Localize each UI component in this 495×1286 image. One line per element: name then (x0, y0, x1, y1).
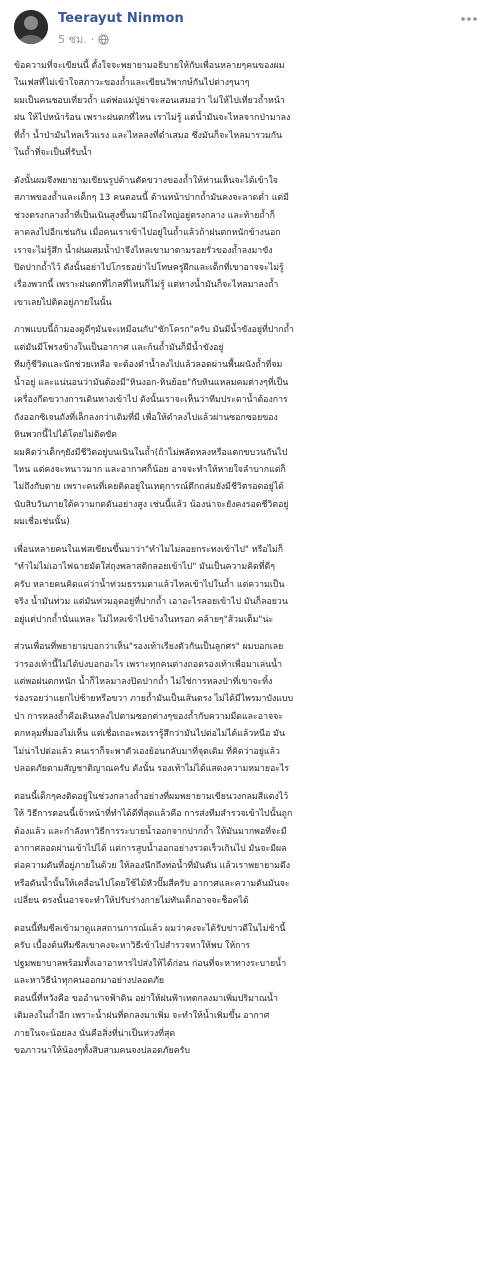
post-paragraph (14, 58, 486, 163)
post-text-line: และหาวิธีนำทุกคนออกมาอย่างปลอดภัย (14, 976, 165, 987)
post-text-line: ป่า การหลงถ้ำคือเดินหลงไปตามซอกต่างๆของถ้ำกับความมืดและอาจจะ (14, 711, 284, 722)
post-text-line: เครื่องกีดขวางการเดินทางเข้าไป ดังนั้นเราจะเห็นว่าทีมประดาน้ำต้องการ (14, 395, 288, 406)
post-paragraph (14, 322, 486, 531)
post-text-line: แต่พอฝนตกหนัก น้ำก็ไหลมาลงปิดปากถ้ำ ไม่ใช่การหลงป่าที่เขาจะทิ้ง (14, 676, 273, 687)
post-text-line: น้ำอยู่ และแน่นอนว่ามันต้องมี"หินงอก-หินย้อย"กับหินแหลมคมต่างๆที่เป็น (14, 377, 289, 388)
post-text-line: อากาศลอดผ่านเข้าไปได้ แต่การสูบน้ำออกอย่างรวดเร็วเกินไป มันจะมีผล (14, 844, 287, 855)
post-text-line: ทีมกู้ชีวิตและนักช่วยเหลือ จะต้องดำน้ำลงไปแล้วลอดผ่านพื้นผนังถ้ำที่จม (14, 360, 283, 371)
post-text-line: "ทำไมไม่เอาไฟฉายมัดใส่ถุงพลาสติกลอยเข้าไป" มันเป็นความคิดที่ดีๆ (14, 562, 275, 573)
post-text-line: ต่อความดันที่อยู่ภายในด้วย ให้ลองนึกถึงท่อน้ำที่มันตัน แล้วเราพยายามดึง (14, 861, 290, 872)
post-text-line: ภายในจะน้อยลง นั่นคือสิ่งที่น่าเป็นห่วงที่สุด (14, 1028, 176, 1039)
post-text-line: ร่องรอยว่าแยกไปซ้ายหรือขวา ภายถ้ำมันเป็นเส้นตรง ไม่ได้มีไพรมาบังแบบ (14, 694, 294, 705)
post-text-line: เปลี่ยน ตรงนั้นอาจจะทำให้ปรับร่างกายไม่ทันเด็กอาจจะช็อคได้ (14, 896, 249, 907)
globe-icon (98, 34, 109, 45)
post-text-line: ผมคิดว่าเด็กๆยังมีชีวิตอยู่บนเนินในถ้ำ(ถ้าไม่พลัดหลงหรือแตกขบวนกันไป (14, 447, 288, 458)
post-text-line: สภาพของถ้ำและเด็กๆ 13 คนตอนนี้ ด้านหน้าปากถ้ำมันคงจะลาดต่ำ แต่มี (14, 193, 289, 204)
post-text-line: ตกหลุมที่มองไม่เห็น แต่เชื่อเถอะพอเรารู้สึกว่ามันไปต่อไม่ได้แล้วหนือ มัน (14, 729, 285, 740)
post-text-line: อยู่แต่ปากถ้ำนั่นแหละ ไม่ไหลเข้าไปข้างในหรอก คล้ายๆ"ส้วมเต็ม"น่ะ (14, 614, 274, 625)
post-text-line: ข้อความที่จะเขียนนี้ ตั้งใจจะพยายามอธิบายให้กับเพื่อนหลายๆคนของผม (14, 61, 285, 71)
author-name[interactable]: Teerayut Ninmon (58, 11, 184, 26)
post-paragraph (14, 921, 486, 1061)
post-text-line: ส่วนเพื่อนที่พยายามบอกว่าเห็น"รองเท้าเรียงตัวกันเป็นลูกศร" ผมบอกเลย (14, 642, 284, 653)
post-text-line: ที่ถ้ำ น้ำป่ามันไหลเร็วแรง และไหลลงที่ต่ำเสมอ ซึ่งมันก็จะไหลมารวมกัน (14, 130, 283, 141)
post-text-line: เพื่อนหลายคนในเฟสเขียนขึ้นมาว่า"ทำไมไม่ลอยกระทงเข้าไป" หรือไม่ก็ (14, 544, 284, 555)
post-text-line: ผมเป็นคนชอบเที่ยวถ้ำ แต่พ่อแม่ปู่ย่าจะสอนเสมอว่า ไม่ให้ไปเที่ยวถ้ำหน้า (14, 95, 285, 106)
avatar-image (14, 10, 48, 44)
post-paragraph (14, 639, 486, 779)
post-text-line: จริง น้ำมันท่วม แต่มันท่วมอุดอยู่ที่ปากถ้ำ เอาอะไรลอยเข้าไป มันก็ลอยวน (14, 597, 288, 608)
post-time[interactable]: 5 ชม. (58, 33, 87, 46)
post-text-line: ให้ วิธีการตอนนี้เจ้าหน้าที่ทำได้ดีที่สุดแล้วคือ การส่งทีมสำรวจเข้าไปนั้นถูก (14, 809, 293, 820)
post-text-line: เราจะไม่รู้สึก น้ำฝนผสมน้ำป่าจึงไหลเขามาตามรอยรั่วของถ้ำลงมาขัง (14, 245, 273, 256)
post-text-line: ลาดลงไปอีกเช่นกัน เมื่อคนเราเข้าไปอยู่ในถ้ำแล้วถ้าฝนตกหนักข้างนอก (14, 228, 281, 239)
post-text-line: นับสิบวันภายใต้ความกดดันอย่างสูง เช่นนี้แล้ว น้องน่าจะยังคงรอดชีวิตอยู่ (14, 499, 289, 510)
post-text-line: เติมลงในถ้ำอีก เพราะน้ำฝนที่ตกลงมาเพิ่ม จะทำให้น้ำเพิ่มขึ้น อากาศ (14, 1011, 270, 1022)
post-header (0, 0, 495, 54)
post-text-line: แต่มันมีโพรงข้างในเป็นอากาศ และก้นถ้ำมันก็มีน้ำขังอยู่ (14, 342, 224, 353)
post-paragraph (14, 789, 486, 911)
post-text-line: ปลอดภัยตามสัญชาติญาณครับ ดังนั้น รองเท้าไม่ได้แสดงความหมายอะไร (14, 764, 290, 775)
post-text-line: ภาพแบบนี้ถ้ามองดูดีๆมันจะเหมือนกับ"ชักโครก"ครับ มันมีน้ำขังอยู่ที่ปากถ้ำ (14, 325, 294, 336)
post-text-line: หรือดันน้ำนั้นให้เคลื่อนไปโดยใช้ไม้หัวปั๊มสีครับ อากาศและความดันมันจะ (14, 878, 290, 889)
post-text-line: ช่วงตรงกลางถ้ำที่เป็นเนินสูงขึ้นมามีโถงใหญ่อยู่ตรงกลาง และท้ายถ้ำก็ (14, 210, 275, 221)
post-text-line: ฝน ให้ไปหน้าร้อน เพราะฝนตกที่ไหน เราไม่รู้ แต่น้ำมันจะไหลจากป่ามาลง (14, 113, 291, 124)
post-text-line: ต้องแล้ว และกำลังหาวิธีการระบายน้ำออกจากปากถ้ำ ให้มันมากพอที่จะมี (14, 826, 287, 837)
post-text-line: ไม่น่าไปต่อแล้ว คนเราก็จะพาตัวเองย้อนกลับมาที่จุดเดิม ที่คิดว่าอยู่แล้ว (14, 746, 280, 757)
post-text-line: ตอนนี้เด็กๆคงติดอยู่ในช่วงกลางถ้ำอย่างที่ผมพยายามเขียนวงกลมสีแดงไว้ (14, 791, 289, 802)
post-text-line: ปิดปากถ้ำไว้ ดังนั้นอย่าไปโกรธอย่าไปโทษครูฝึกและเด็กที่เขาอาจจะไม่รู้ (14, 262, 284, 273)
post-text-line: ดังนั้นผมจึงพยายามเขียนรูปด้านตัดขวางของถ้ำให้ท่านเห็นจะได้เข้าใจ (14, 175, 278, 186)
post-text-line: ในเฟสที่ไม่เข้าใจสภาวะของถ้ำและเขียนวิพากษ์กันไปต่างๆนาๆ (14, 78, 250, 89)
post-text-line: เขาเลยไปติดอยู่ภายในนั้น (14, 297, 112, 308)
post-text-line: ตอนนี้ที่หวังคือ ขออำนาจฟ้าดิน อย่าให้ฝนฟ้าเทตกลงมาเพิ่มปริมาณน้ำ (14, 993, 278, 1004)
author-avatar[interactable] (14, 10, 48, 44)
post-text-line: ไม่ถึงกับตาย เพราะคนที่เคยติดอยู่ในเหตุการณ์ตึกถล่มยังมีชีวิตรอดอยู่ได้ (14, 482, 284, 493)
post-text-line: ผมเชื่อเช่นนั้น) (14, 517, 70, 528)
post-text-line: ว่ารองเท้านี้ไม่ได้บ่งบอกอะไร เพราะทุกคนต่างถอดรองเท้าเพื่อมาเล่นน้ำ (14, 659, 283, 670)
post-paragraph (14, 173, 486, 313)
post-paragraph (14, 542, 486, 629)
post-text-line: ขอภาวนาให้น้องๆทั้งสิบสามคนจงปลอดภัยครับ (14, 1046, 190, 1057)
post-meta: 5 ชม. · (58, 30, 109, 48)
post-text-line: ตอนนี้ทีมซีลเข้ามาดูแลสถานการณ์แล้ว ผมว่าคงจะได้รับข่าวดีในไม่ช้านี้ (14, 923, 286, 934)
post-text-line: ไหน แต่คงจะหนาวมาก และอากาศก็น้อย อาจจะทำให้หายใจลำบากแต่ก็ (14, 464, 286, 475)
post-text-line: ครับ หลายคนคิดแค่ว่าน้ำท่วมธรรมดาแล้วไหลเข้าไปในถ้ำ แต่ความเป็น (14, 579, 285, 590)
more-options-icon[interactable] (457, 10, 481, 30)
post-text-line: เรื่องพวกนี้ เพราะฝนตกที่ไกลที่ไหนก็ไม่รู้ แต่ทางน้ำมันก็จะไหลมาลงถ้ำ (14, 280, 279, 291)
post-text-line: หินพวกนี้ไปได้โดยไม่ติดขัด (14, 430, 118, 441)
post-text-line: ในถ้ำที่จะเป็นที่รับน้ำ (14, 148, 92, 159)
post-text-line: ปฐมพยาบาลพร้อมทั้งเอาอาหารไปส่งให้ได้ก่อน ก่อนที่จะหาทางระบายน้ำ (14, 958, 287, 969)
post-text-line: ถังออกซิเจนถังที่เล็กลงกว่าเดิมที่มี เพื่อให้ดำลงไปแล้วผ่านซอกซอยของ (14, 412, 278, 423)
post-text (14, 58, 486, 1070)
post-text-line: ครับ เบื้องต้นทีมซีลเขาคงจะหาวิธีเข้าไปสำรวจหาให้พบ ให้การ (14, 941, 251, 952)
